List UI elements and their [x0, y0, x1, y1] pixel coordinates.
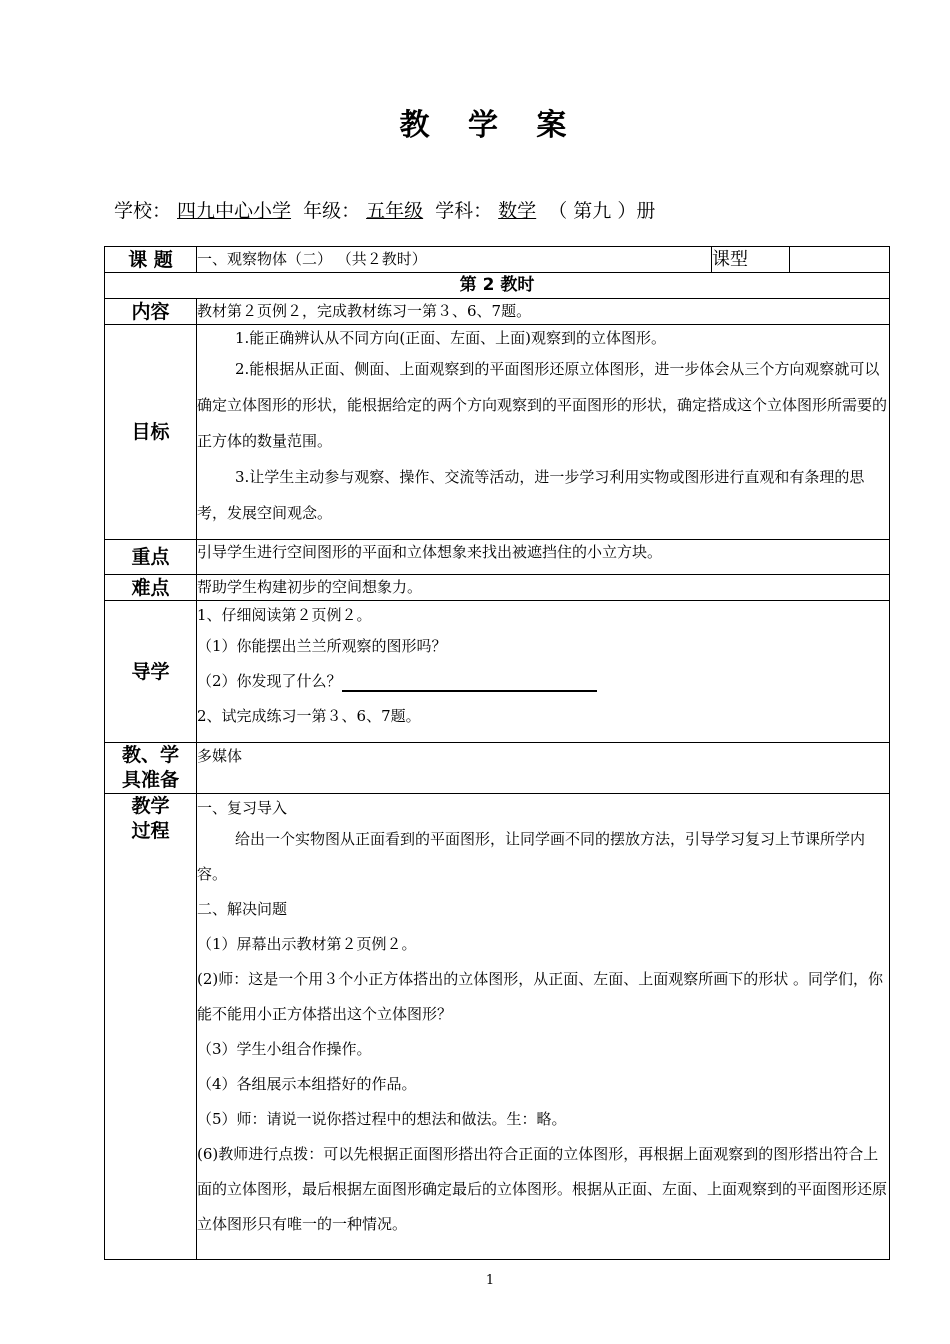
guide-label: 导学: [105, 601, 197, 743]
document-title: 教 学 案: [399, 108, 581, 143]
topic-label: 课 题: [105, 247, 197, 273]
process-line: （1）屏幕出示教材第２页例２。: [197, 935, 417, 953]
school-value: 四九中心小学: [177, 200, 292, 222]
guide-line: （2）你发现了什么？: [197, 672, 342, 690]
process-line: 二、解决问题: [197, 900, 288, 918]
volume-label: （ 第九 ）册: [548, 200, 656, 222]
header-info: [114, 196, 655, 223]
goals-text: [197, 325, 890, 540]
guide-line: 1、仔细阅读第２页例２。: [197, 606, 372, 624]
process-line: (6)教师进行点拨：可以先根据正面图形搭出符合正面的立体图形，再根据上面观察到的图形搭出符合上面的立体图形，最后根据左面图形确定最后的立体图形。根据从正面、左面、上面观察到的平面图形还原立体图形只有唯一的一种情况。: [197, 1145, 888, 1233]
page-number: 1: [485, 1273, 495, 1288]
process-line: (2)师：这是一个用３个小正方体搭出的立体图形，从正面、左面、上面观察所画下的形状 。同学们，你能不能用小正方体搭出这个立体图形？: [197, 970, 884, 1023]
key-label: 重点: [105, 540, 197, 575]
goals-label: 目标: [105, 325, 197, 540]
goal-item: 1.能正确辨认从不同方向(正面、左面、上面)观察到的立体图形。: [235, 329, 667, 347]
subject-value: 数学: [498, 200, 537, 222]
key-text: 引导学生进行空间图形的平面和立体想象来找出被遮挡住的小立方块。: [197, 540, 890, 575]
subject-label: 学科：: [435, 200, 493, 222]
process-line: 一、复习导入: [197, 799, 288, 817]
type-value: [790, 247, 890, 273]
process-text: [197, 794, 890, 1260]
answer-blank: [342, 672, 597, 692]
process-line: （3）学生小组合作操作。: [197, 1040, 372, 1058]
guide-line: （1）你能摆出兰兰所观察的图形吗？: [197, 637, 447, 655]
type-label: 课型: [712, 247, 790, 273]
goal-item: 3.让学生主动参与观察、操作、交流等活动，进一步学习利用实物或图形进行直观和有条理的思考，发展空间观念。: [197, 468, 865, 522]
guide-text: [197, 601, 890, 743]
school-label: 学校：: [114, 200, 172, 222]
section-title: 第 2 教时: [105, 273, 890, 299]
process-line: （5）师：请说一说你搭过程中的想法和做法。生：略。: [197, 1110, 567, 1128]
difficulty-label: 难点: [105, 575, 197, 601]
grade-value: 五年级: [366, 200, 424, 222]
lesson-plan-table: [104, 246, 890, 1260]
grade-label: 年级：: [303, 200, 361, 222]
process-label: 教学过程: [105, 794, 197, 1260]
guide-line: 2、试完成练习一第３、6、7题。: [197, 707, 421, 725]
topic-value: 一、观察物体（二） （共２教时）: [197, 247, 712, 273]
materials-label: 教、学具准备: [105, 743, 197, 794]
process-line: 给出一个实物图从正面看到的平面图形，让同学画不同的摆放方法，引导学习复习上节课所学内容。: [197, 830, 866, 883]
difficulty-text: 帮助学生构建初步的空间想象力。: [197, 575, 890, 601]
goal-item: 2.能根据从正面、侧面、上面观察到的平面图形还原立体图形，进一步体会从三个方向观察就可以确定立体图形的形状，能根据给定的两个方向观察到的平面图形的形状，确定搭成这个立体图形所需要的正方体的数量范围。: [197, 360, 888, 450]
materials-text: 多媒体: [197, 743, 890, 794]
process-line: （4）各组展示本组搭好的作品。: [197, 1075, 417, 1093]
content-label: 内容: [105, 299, 197, 325]
content-text: 教材第２页例２，完成教材练习一第３、6、7题。: [197, 299, 890, 325]
